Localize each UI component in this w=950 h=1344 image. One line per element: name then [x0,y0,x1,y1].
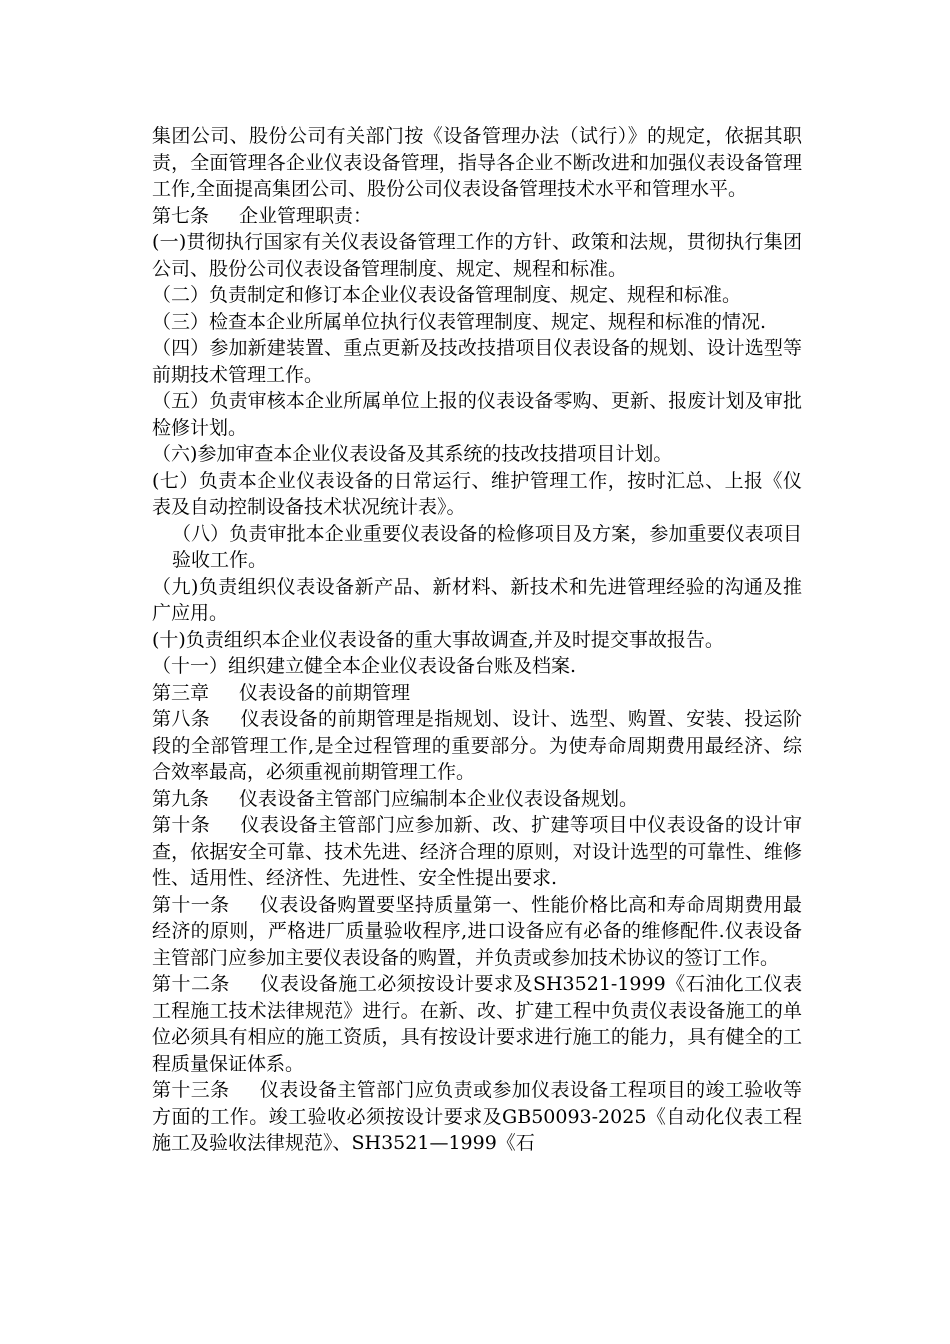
paragraph [152,892,802,972]
paragraph [152,706,802,786]
paragraph [152,812,802,892]
paragraph-text: 仪表设备主管部门应参加新、改、扩建等项目中仪表设备的设计审查，依据安全可靠、技术先进、经济合理的原则，对设计选型的可靠性、维修性、适用性、经济性、先进性、安全性提出要求. [152,814,802,889]
article-label: 第七条 [152,204,210,227]
article-label: 第十一条 [152,893,230,916]
article-label: 第十三条 [152,1079,230,1101]
article-label: 第十条 [152,814,211,836]
paragraph-text: 仪表设备主管部门应负责或参加仪表设备工程项目的竣工验收等方面的工作。竣工验收必须按设计要求及GB50093-2025《自动化仪表工程施工及验收法律规范》、SH3521—1999《石 [152,1079,802,1154]
paragraph [152,680,802,707]
paragraph: （三）检查本企业所属单位执行仪表管理制度、规定、规程和标准的情况. [152,310,767,333]
paragraph: (十)负责组织本企业仪表设备的重大事故调查,并及时提交事故报告。 [152,628,724,651]
paragraph: (七）负责本企业仪表设备的日常运行、维护管理工作，按时汇总、上报《仪表及自动控制设备技术状况统计表》。 [152,469,802,518]
paragraph [152,521,802,574]
paragraph: (一)贯彻执行国家有关仪表设备管理工作的方针、政策和法规，贯彻执行集团公司、股份公司仪表设备管理制度、规定、规程和标准。 [152,231,802,280]
article-label: 第三章 [152,681,210,704]
article-label: 第八条 [152,708,211,730]
paragraph [152,786,802,813]
paragraph: （九)负责组织仪表设备新产品、新材料、新技术和先进管理经验的沟通及推广应用。 [152,575,802,624]
paragraph: 集团公司、股份公司有关部门按《设备管理办法（试行）》的规定，依据其职责，全面管理各企业仪表设备管理，指导各企业不断改进和加强仪表设备管理工作,全面提高集团公司、股份公司仪表设备管理技术水平和管理水平。 [152,125,802,200]
paragraph-text: 仪表设备的前期管理是指规划、设计、选型、购置、安装、投运阶段的全部管理工作,是全过程管理的重要部分。为使寿命周期费用最经济、综合效率最高，必须重视前期管理工作。 [152,708,802,783]
paragraph-text: （八）负责审批本企业重要仪表设备的检修项目及方案，参加重要仪表项目验收工作。 [172,522,802,571]
paragraph-text: 仪表设备主管部门应编制本企业仪表设备规划。 [239,787,639,810]
paragraph: （四）参加新建装置、重点更新及技改技措项目仪表设备的规划、设计选型等前期技术管理工作。 [152,337,802,386]
paragraph-text: 企业管理职责： [239,204,373,227]
paragraph-text: 仪表设备的前期管理 [239,681,411,704]
paragraph [152,971,802,1077]
paragraph: （五）负责审核本企业所属单位上报的仪表设备零购、更新、报废计划及审批检修计划。 [152,390,802,439]
article-label: 第九条 [152,787,210,810]
paragraph: （十一）组织建立健全本企业仪表设备台账及档案. [152,655,577,677]
document-body [152,123,802,1157]
paragraph [152,1077,802,1157]
paragraph: （二）负责制定和修订本企业仪表设备管理制度、规定、规程和标准。 [152,284,742,306]
paragraph-text: 仪表设备购置要坚持质量第一、性能价格比高和寿命周期费用最经济的原则，严格进厂质量验收程序,进口设备应有必备的维修配件.仪表设备主管部门应参加主要仪表设备的购置，并负责或参加技术协议的签订工作。 [152,893,802,969]
paragraph: （六)参加审查本企业仪表设备及其系统的技改技措项目计划。 [152,443,673,465]
paragraph [152,203,802,230]
paragraph-text: 仪表设备施工必须按设计要求及SH3521-1999《石油化工仪表工程施工技术法律规范》进行。在新、改、扩建工程中负责仪表设备施工的单位必须具有相应的施工资质，具有按设计要求进行施工的能力，具有健全的工程质量保证体系。 [152,973,802,1075]
article-label: 第十二条 [152,973,230,995]
